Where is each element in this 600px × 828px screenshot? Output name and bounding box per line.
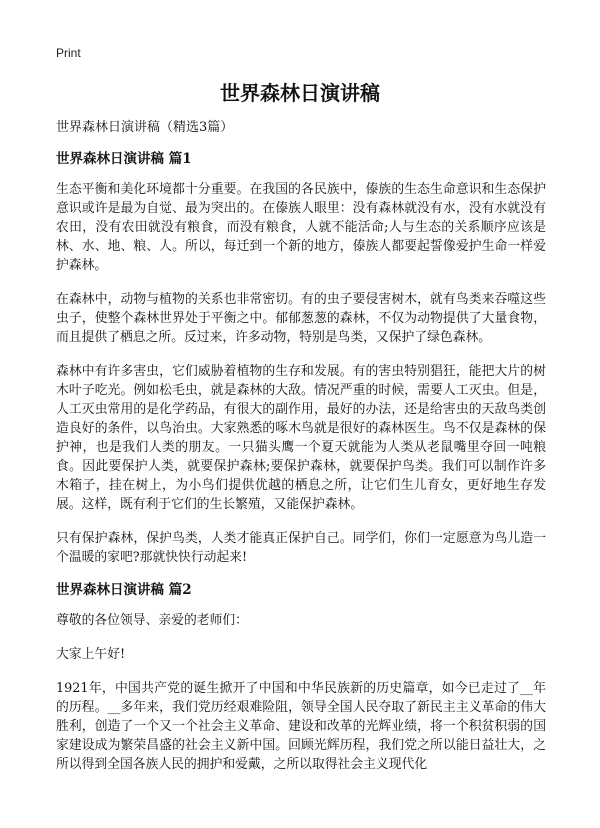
- document-title: 世界森林日演讲稿: [220, 81, 380, 105]
- paragraph: 森林中有许多害虫，它们威胁着植物的生存和发展。有的害虫特别猖狂，能把大片的树木叶子吃光。例如松毛虫，就是森林的大敌。情况严重的时候，需要人工灭虫。但是，人工灭虫常用的是化学药品，有很大的副作用，最好的办法，还是给害虫的天敌鸟类创造良好的条件，以鸟治虫。大家熟悉的啄木鸟就是很好的森林医生。鸟不仅是森林的保护神，也是我们人类的朋友。一只猫头鹰一个夏天就能为人类从老鼠嘴里夺回一吨粮食。因此要保护人类，就要保护森林;要保护森林，就要保护鸟类。我们可以制作许多木箱子，挂在树上，为小鸟们提供优越的栖息之所，让它们生儿育女，更好地生存发展。这样，既有利于它们的生长繁殖，又能保护森林。: [56, 364, 546, 512]
- speech-section-1: [56, 151, 546, 567]
- paragraph: 生态平衡和美化环境都十分重要。在我国的各民族中，傣族的生态生命意识和生态保护意识或许是最为自觉、最为突出的。在傣族人眼里：没有森林就没有水，没有水就没有农田，没有农田就没有粮食，而没有粮食，人就不能活命;人与生态的关系顺序应该是林、水、地、粮、人。所以，每迁到一个新的地方，傣族人都要起誓像爱护生命一样爱护森林。: [56, 182, 546, 273]
- paragraph: 尊敬的各位领导、亲爱的老师们：: [56, 613, 248, 628]
- document-subtitle: 世界森林日演讲稿（精选3篇）: [56, 120, 234, 135]
- paragraph: 在森林中，动物与植物的关系也非常密切。有的虫子要侵害树木，就有鸟类来吞噬这些虫子，使整个森林世界处于平衡之中。郁郁葱葱的森林，不仅为动物提供了大量食物，而且提供了栖息之所。反过来，许多动物，特别是鸟类，又保护了绿色森林。: [56, 292, 546, 345]
- paragraph: 大家上午好!: [56, 647, 126, 662]
- article-content: [56, 151, 546, 789]
- paragraph: 1921年，中国共产党的诞生掀开了中国和中华民族新的历史篇章，如今已走过了__年的历程。__多年来，我们党历经艰难险阻，领导全国人民夺取了新民主主义革命的伟大胜利，创造了一个又一个社会主义革命、建设和改革的光辉业绩，将一个积贫积弱的国家建设成为繁荣昌盛的社会主义新中国。回顾光辉历程，我们党之所以能日益壮大，之所以得到全国各族人民的拥护和爱戴，之所以取得社会主义现代化: [56, 681, 546, 772]
- paragraph: 只有保护森林，保护鸟类，人类才能真正保护自己。同学们，你们一定愿意为鸟儿造一个温暖的家吧?那就快快行动起来!: [56, 531, 546, 565]
- section-heading: 世界森林日演讲稿 篇1: [56, 151, 192, 167]
- print-link[interactable]: Print: [56, 46, 81, 60]
- section-heading: 世界森林日演讲稿 篇2: [56, 582, 192, 598]
- speech-section-2: [56, 582, 546, 774]
